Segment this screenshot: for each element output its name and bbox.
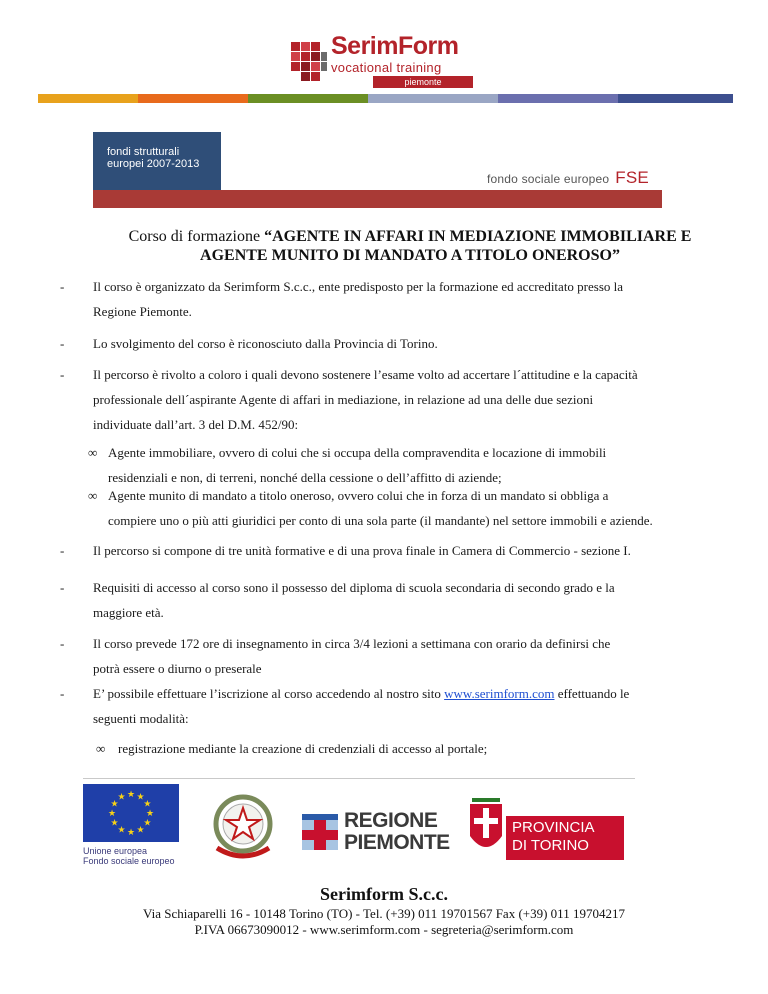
stripe-segment xyxy=(618,94,733,103)
item-line: Agente munito di mandato a titolo oneroso, ovvero colui che in forza di un mandato si obbliga a xyxy=(108,488,609,503)
company-vat-contacts: P.IVA 06673090012 - www.serimform.com - segreteria@serimform.com xyxy=(194,922,574,937)
item-line: Il corso prevede 172 ore di insegnamento in circa 3/4 lezioni a settimana con orario da definirsi che xyxy=(93,636,611,651)
item-line: registrazione mediante la creazione di credenziali di accesso al portale; xyxy=(118,741,488,756)
fse-caption-text: fondo sociale europeo xyxy=(487,172,610,186)
eu-star-icon: ★ xyxy=(136,824,145,835)
stripe-segment xyxy=(248,94,368,103)
dash-bullet: - xyxy=(60,543,65,558)
eu-flag-icon xyxy=(83,784,179,842)
item-text xyxy=(93,631,700,681)
item-text-part: E’ possibile effettuare l’iscrizione al corso accedendo al nostro sito xyxy=(93,686,445,701)
sub-item-text xyxy=(108,483,700,533)
italian-republic-emblem xyxy=(203,786,283,866)
eu-caption-line1: Unione europea xyxy=(83,846,148,856)
course-title xyxy=(100,227,720,265)
eu-star-icon: ★ xyxy=(117,824,126,835)
eu-stars-icon xyxy=(83,784,179,842)
provincia-torino-logo xyxy=(466,792,624,860)
fse-bar xyxy=(93,190,662,208)
company-address: Via Schiaparelli 16 - 10148 Torino (TO) - Tel. (+39) 011 19701567 Fax (+39) 011 19704217 xyxy=(143,906,625,921)
eu-star-icon: ★ xyxy=(110,798,119,809)
eu-star-icon: ★ xyxy=(143,817,152,828)
list-item xyxy=(60,681,700,731)
serimform-logo xyxy=(287,32,487,92)
stripe-segment xyxy=(498,94,618,103)
sub-list-item xyxy=(96,736,708,761)
footer-divider xyxy=(83,778,635,779)
item-line: Il corso è organizzato da Serimform S.c.c., ente predisposto per la formazione ed accreditato presso la xyxy=(93,279,624,294)
item-line xyxy=(93,681,700,706)
regione-shield-icon xyxy=(300,812,340,856)
list-item xyxy=(60,538,700,563)
eu-caption-line2: Fondo sociale europeo xyxy=(83,856,175,866)
item-text-part: effettuando le xyxy=(554,686,630,701)
list-item xyxy=(60,362,700,437)
provincia-line2: DI TORINO xyxy=(512,837,589,854)
eu-star-icon: ★ xyxy=(126,789,136,799)
stripe-segment xyxy=(138,94,248,103)
item-line: Agente immobiliare, ovvero di colui che si occupa della compravendita e locazione di immobili xyxy=(108,445,607,460)
list-item xyxy=(60,331,700,356)
title-line2: AGENTE MUNITO DI MANDATO A TITOLO ONEROSO” xyxy=(200,247,620,264)
fondi-line1: fondi strutturali xyxy=(107,146,180,158)
provincia-text xyxy=(512,819,595,855)
item-line: residenziali e non, di terreni, nonché della cessione o dell’affitto di aziende; xyxy=(108,470,502,485)
regione-text xyxy=(344,810,450,854)
item-text xyxy=(93,331,700,356)
eu-star-icon: ★ xyxy=(107,808,117,818)
logo-subtitle: vocational training xyxy=(331,60,442,75)
item-line: Il percorso è rivolto a coloro i quali devono sostenere l’esame volto ad accertare l´attitudine e la capacità xyxy=(93,367,638,382)
regione-piemonte-logo xyxy=(300,810,450,860)
list-item xyxy=(60,274,700,324)
item-line: seguenti modalità: xyxy=(93,711,189,726)
eu-star-icon: ★ xyxy=(145,808,155,818)
cube-logo-icon xyxy=(287,38,329,84)
item-text xyxy=(93,274,700,324)
item-text xyxy=(93,681,700,731)
item-line: maggiore età. xyxy=(93,605,164,620)
item-line: individuate dall’art. 3 del D.M. 452/90: xyxy=(93,417,299,432)
item-line: Lo svolgimento del corso è riconosciuto dalla Provincia di Torino. xyxy=(93,336,438,351)
item-line: Requisiti di accesso al corso sono il possesso del diploma di scuola secondaria di secondo grado e la xyxy=(93,580,615,595)
stripe-segment xyxy=(368,94,498,103)
infinity-bullet-icon: ∞ xyxy=(88,445,98,460)
dash-bullet: - xyxy=(60,686,65,701)
item-text xyxy=(93,362,700,437)
list-item xyxy=(60,575,700,625)
fondi-strutturali-box xyxy=(93,132,221,190)
provincia-shield-icon xyxy=(466,792,506,860)
dash-bullet: - xyxy=(60,580,65,595)
sub-list-item xyxy=(88,483,700,533)
dash-bullet: - xyxy=(60,636,65,651)
sub-item-text xyxy=(118,736,708,761)
infinity-bullet-icon: ∞ xyxy=(96,741,106,756)
eu-star-icon: ★ xyxy=(117,791,126,802)
item-text xyxy=(93,575,700,625)
eu-logo xyxy=(83,784,183,866)
title-prefix: Corso di formazione xyxy=(128,228,265,245)
eu-star-icon: ★ xyxy=(126,827,136,837)
stripe-segment xyxy=(38,94,138,103)
eu-star-icon: ★ xyxy=(143,798,152,809)
item-line: Regione Piemonte. xyxy=(93,304,192,319)
logo-name: SerimForm xyxy=(331,32,459,60)
fse-caption xyxy=(487,168,649,188)
italian-emblem-icon xyxy=(203,786,283,866)
list-item xyxy=(60,631,700,681)
logo-region: piemonte xyxy=(373,76,473,88)
dash-bullet: - xyxy=(60,279,65,294)
color-stripe xyxy=(38,94,733,103)
eu-star-icon: ★ xyxy=(110,817,119,828)
regione-line2: PIEMONTE xyxy=(344,831,450,854)
item-text xyxy=(93,538,700,563)
eu-star-icon: ★ xyxy=(136,791,145,802)
item-line: potrà essere o diurno o preserale xyxy=(93,661,262,676)
item-line: professionale dell´aspirante Agente di affari in mediazione, in relazione ad una delle due sezioni xyxy=(93,392,594,407)
company-name: Serimform S.c.c. xyxy=(320,884,448,904)
provincia-line1: PROVINCIA xyxy=(512,819,595,836)
fondi-line2: europei 2007-2013 xyxy=(107,158,200,170)
fse-mark: FSE xyxy=(615,168,649,187)
item-line: compiere uno o più atti giuridici per conto di una sola parte (il mandante) nel settore immobili e aziende. xyxy=(108,513,653,528)
dash-bullet: - xyxy=(60,367,65,382)
title-line1: “AGENTE IN AFFARI IN MEDIAZIONE IMMOBILIARE E xyxy=(264,228,692,245)
regione-line1: REGIONE xyxy=(344,809,438,832)
infinity-bullet-icon: ∞ xyxy=(88,488,98,503)
item-line: Il percorso si compone di tre unità formative e di una prova finale in Camera di Commercio - sezione I. xyxy=(93,543,631,558)
website-link[interactable]: www.serimform.com xyxy=(444,686,555,701)
dash-bullet: - xyxy=(60,336,65,351)
